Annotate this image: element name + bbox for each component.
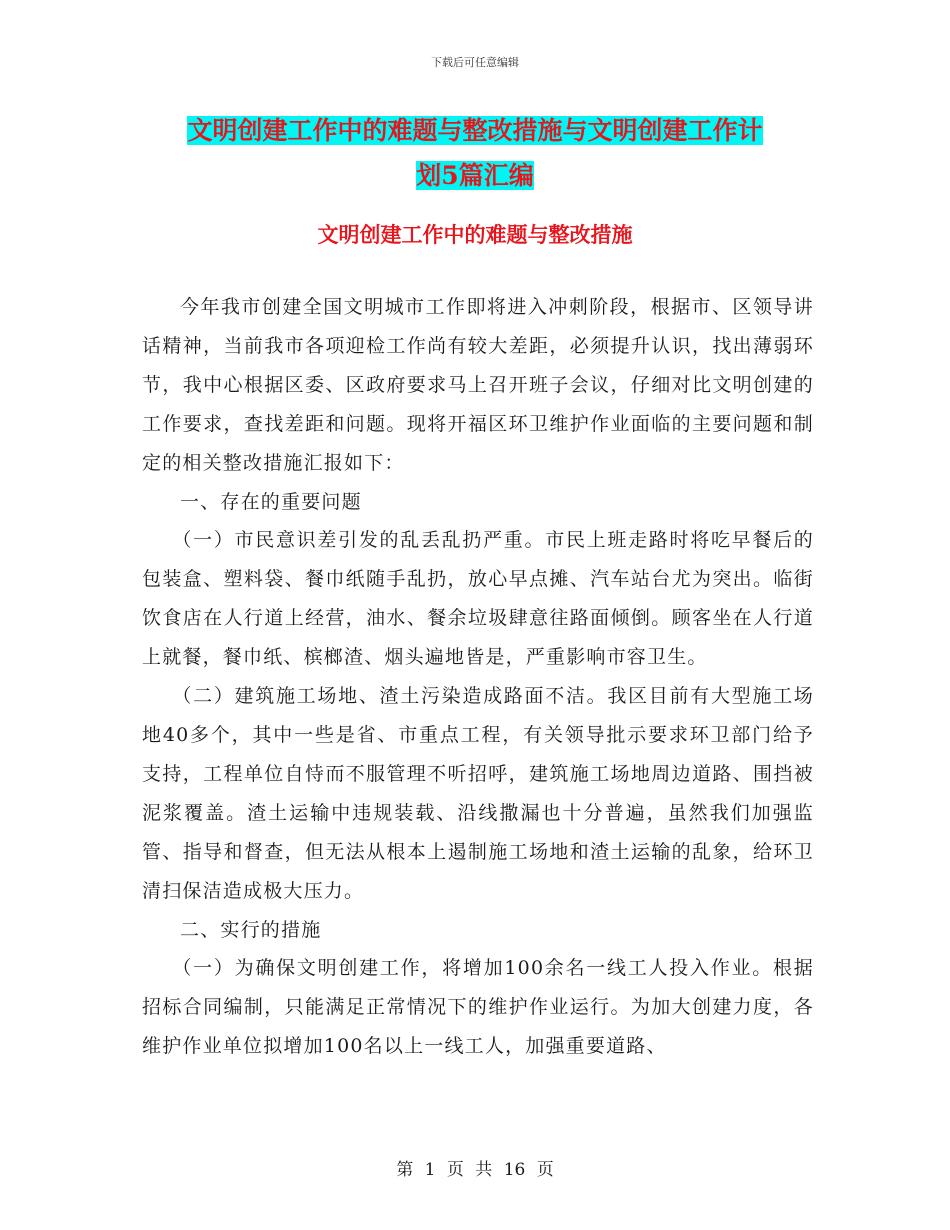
header-note: 下载后可任意编辑: [431, 56, 519, 69]
paragraph-measure-1: （一）为确保文明创建工作，将增加100余名一线工人投入作业。根据招标合同编制，只能满足正常情况下的维护作业运行。为加大创建力度，各维护作业单位拟增加100名以上一线工人，加强重要道路、: [142, 957, 814, 1058]
page-footer: 第 1 页 共 16 页: [396, 1160, 554, 1180]
paragraph-problem-1: （一）市民意识差引发的乱丢乱扔严重。市民上班走路时将吃早餐后的包装盒、塑料袋、餐巾纸随手乱扔，放心早点摊、汽车站台尤为突出。临街饮食店在人行道上经营，油水、餐余垃圾肆意往路面倾倒。顾客坐在人行道上就餐，餐巾纸、槟榔渣、烟头遍地皆是，严重影响市容卫生。: [142, 529, 814, 669]
title-line-2: 划5篇汇编: [416, 161, 534, 190]
section-title: 文明创建工作中的难题与整改措施: [317, 222, 633, 247]
heading-problems: 一、存在的重要问题: [180, 490, 362, 513]
document-title: [140, 108, 810, 198]
paragraph-intro: 今年我市创建全国文明城市工作即将进入冲刺阶段，根据市、区领导讲话精神，当前我市各项迎检工作尚有较大差距，必须提升认识，找出薄弱环节，我中心根据区委、区政府要求马上召开班子会议，仔细对比文明创建的工作要求，查找差距和问题。现将开福区环卫维护作业面临的主要问题和制定的相关整改措施汇报如下：: [142, 296, 814, 474]
title-line-1: 文明创建工作中的难题与整改措施与文明创建工作计: [187, 116, 763, 145]
paragraph-problem-2: （二）建筑施工场地、渣土污染造成路面不洁。我区目前有大型施工场地40多个，其中一些是省、市重点工程，有关领导批示要求环卫部门给予支持，工程单位自恃而不服管理不听招呼，建筑施工场地周边道路、围挡被泥浆覆盖。渣土运输中违规装载、沿线撒漏也十分普遍，虽然我们加强监管、指导和督查，但无法从根本上遏制施工场地和渣土运输的乱象，给环卫清扫保洁造成极大压力。: [142, 685, 814, 902]
document-body: [142, 288, 814, 1066]
heading-measures: 二、实行的措施: [180, 918, 322, 941]
